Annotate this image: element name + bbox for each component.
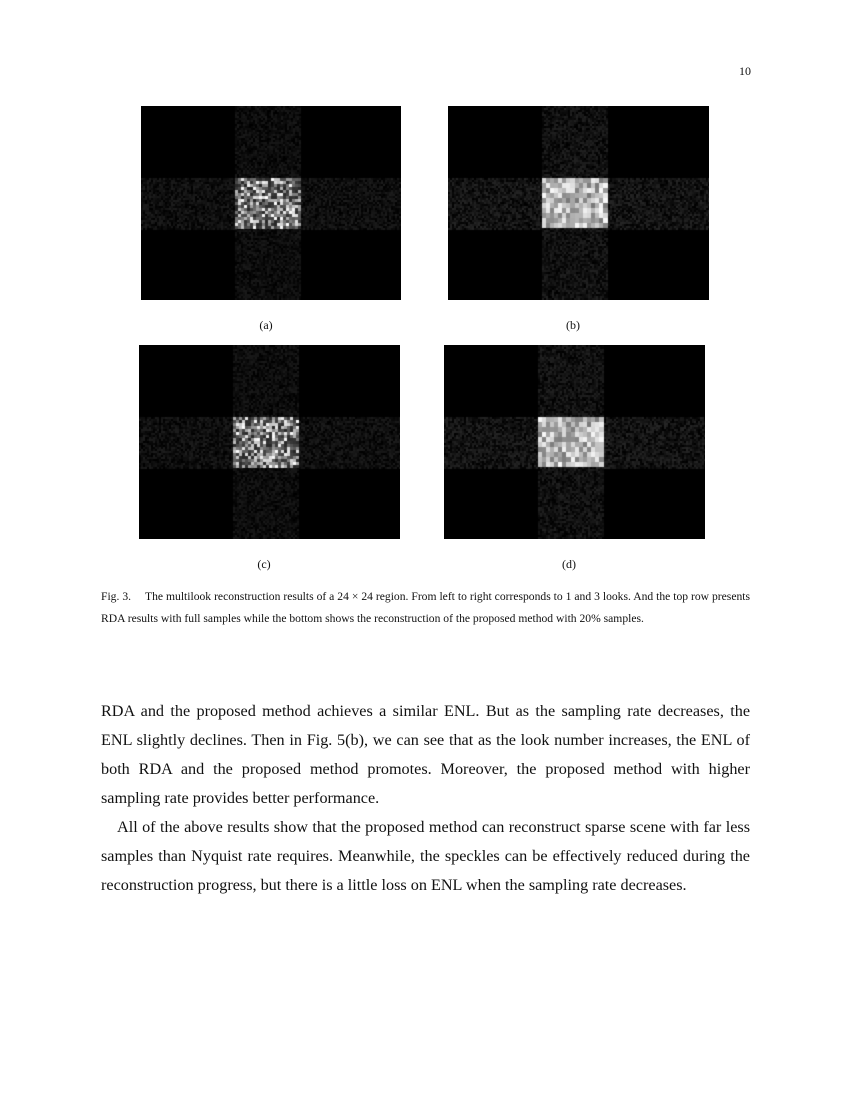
body-paragraph-1: RDA and the proposed method achieves a similar ENL. But as the sampling rate decreases, the ENL slightly declines. Then in Fig. 5(b), we can see that as the look number increases, the ENL of both RDA and the proposed method promotes. Moreover, the proposed method with higher sampling rate provides better performance. xyxy=(101,702,750,807)
figure-panel-b-image xyxy=(448,106,709,300)
figure-panel-c-image xyxy=(139,345,400,539)
figure-panel-a-label: (a) xyxy=(259,318,273,332)
figure-panel-d-image xyxy=(444,345,705,539)
body-paragraph-2: All of the above results show that the proposed method can reconstruct sparse scene with far less samples than Nyquist rate requires. Meanwhile, the speckles can be effectively reduced during the reconstruction progress, but there is a little loss on ENL when the sampling rate decreases. xyxy=(101,818,750,894)
figure-panel-d-label: (d) xyxy=(562,557,576,571)
figure-caption-label: Fig. 3. xyxy=(101,590,132,603)
figure-caption-text: The multilook reconstruction results of a 24 × 24 region. From left to right corresponds to 1 and 3 looks. And the top row presents RDA results with full samples while the bottom shows the reconstruction of the proposed method with 20% samples. xyxy=(101,590,750,625)
figure-panel-a-image xyxy=(141,106,401,300)
figure-caption xyxy=(101,586,750,630)
figure-panel-c-label: (c) xyxy=(257,557,271,571)
figure-panel-b-label: (b) xyxy=(566,318,580,332)
page-number: 10 xyxy=(739,64,751,78)
